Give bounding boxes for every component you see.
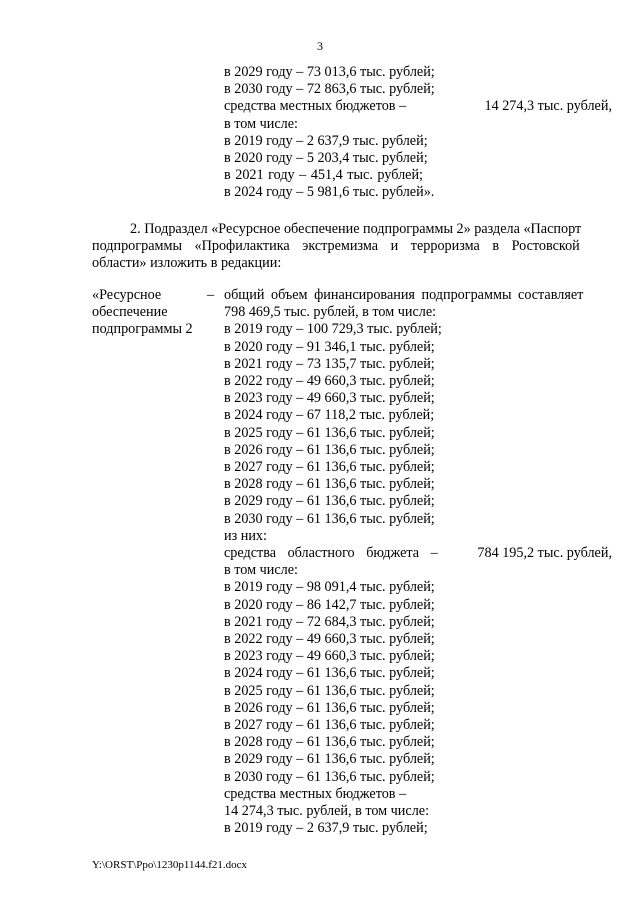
local-budget-amount: 14 274,3 тыс. рублей, — [484, 98, 612, 115]
financing-line: в 2029 году – 73 013,6 тыс. рублей; — [224, 64, 435, 80]
total-year-line: в 2029 году – 61 136,6 тыс. рублей; — [224, 493, 435, 510]
total-year-line: в 2028 году – 61 136,6 тыс. рублей; — [224, 476, 435, 493]
regional-budget-tail: в том числе: — [224, 562, 298, 579]
item-2-paragraph — [92, 221, 612, 273]
file-path-footer: Y:\ORST\Ppo\1230p1144.f21.docx — [92, 859, 248, 871]
of-them-label: из них: — [224, 527, 267, 544]
total-line: общий объем финансирования подпрограммы составляет — [224, 287, 584, 303]
resource-label-line: обеспечение — [92, 304, 168, 321]
regional-budget-label: средства областного бюджета – — [224, 545, 438, 562]
local-budget-tail: в том числе: — [224, 115, 298, 132]
regional-year-line: в 2021 году – 72 684,3 тыс. рублей; — [224, 613, 435, 630]
total-year-line: в 2023 году – 49 660,3 тыс. рублей; — [224, 390, 435, 407]
regional-year-line: в 2019 году – 98 091,4 тыс. рублей; — [224, 579, 435, 596]
financing-line: в 2020 году – 5 203,4 тыс. рублей; — [224, 150, 428, 167]
top-financing-continuation — [224, 64, 612, 202]
regional-budget-amount: 784 195,2 тыс. рублей, — [477, 545, 612, 562]
local-budget-amount-2: 14 274,3 тыс. рублей, в том числе: — [224, 803, 430, 820]
total-year-line: в 2022 году – 49 660,3 тыс. рублей; — [224, 373, 435, 390]
local-budget-label-2: средства местных бюджетов – — [224, 785, 407, 802]
label-dash: – — [207, 287, 215, 303]
total-year-line: в 2020 году – 91 346,1 тыс. рублей; — [224, 338, 435, 355]
regional-year-line: в 2026 году – 61 136,6 тыс. рублей; — [224, 699, 435, 716]
resource-label — [92, 287, 202, 339]
regional-year-line: в 2028 году – 61 136,6 тыс. рублей; — [224, 734, 435, 751]
local-budget-label: средства местных бюджетов – — [224, 98, 407, 115]
total-year-line: в 2026 году – 61 136,6 тыс. рублей; — [224, 441, 435, 458]
total-line: 798 469,5 тыс. рублей, в том числе: — [224, 304, 437, 321]
total-year-line: в 2027 году – 61 136,6 тыс. рублей; — [224, 459, 435, 476]
total-year-line: в 2019 году – 100 729,3 тыс. рублей; — [224, 321, 442, 338]
resource-label-line: «Ресурсное — [92, 287, 162, 303]
financing-line: в 2030 году – 72 863,6 тыс. рублей; — [224, 81, 435, 98]
local-budget-line — [224, 98, 612, 115]
regional-year-line: в 2023 году – 49 660,3 тыс. рублей; — [224, 648, 435, 665]
regional-year-line: в 2024 году – 61 136,6 тыс. рублей; — [224, 665, 435, 682]
item-2-line — [92, 238, 612, 255]
regional-budget-line — [224, 545, 612, 562]
item-2-line: области» изложить в редакции: — [92, 255, 282, 272]
regional-year-line: в 2027 году – 61 136,6 тыс. рублей; — [224, 717, 435, 734]
item-2-text: подпрограммы «Профилактика экстремизма и терроризма в Ростовской — [92, 238, 580, 255]
financing-line: в 2021 году – 451,4 тыс. рублей; — [224, 167, 423, 184]
financing-line: в 2019 году – 2 637,9 тыс. рублей; — [224, 132, 428, 149]
regional-year-line: в 2029 году – 61 136,6 тыс. рублей; — [224, 751, 435, 768]
financing-line: в 2024 году – 5 981,6 тыс. рублей». — [224, 184, 435, 201]
regional-year-line: в 2022 году – 49 660,3 тыс. рублей; — [224, 631, 435, 648]
total-year-line: в 2024 году – 67 118,2 тыс. рублей; — [224, 407, 435, 424]
regional-year-line: в 2030 году – 61 136,6 тыс. рублей; — [224, 768, 435, 785]
regional-year-line: в 2020 году – 86 142,7 тыс. рублей; — [224, 596, 435, 613]
total-year-line: в 2021 году – 73 135,7 тыс. рублей; — [224, 355, 435, 372]
local-year-line: в 2019 году – 2 637,9 тыс. рублей; — [224, 820, 428, 837]
total-year-line: в 2030 году – 61 136,6 тыс. рублей; — [224, 510, 435, 527]
resource-label-line: подпрограммы 2 — [92, 321, 193, 338]
item-2-line: 2. Подраздел «Ресурсное обеспечение подпрограммы 2» раздела «Паспорт — [130, 221, 582, 237]
regional-year-line: в 2025 году – 61 136,6 тыс. рублей; — [224, 682, 435, 699]
resource-financing-block — [224, 287, 612, 838]
page-number: 3 — [317, 39, 323, 53]
total-year-line: в 2025 году – 61 136,6 тыс. рублей; — [224, 424, 435, 441]
